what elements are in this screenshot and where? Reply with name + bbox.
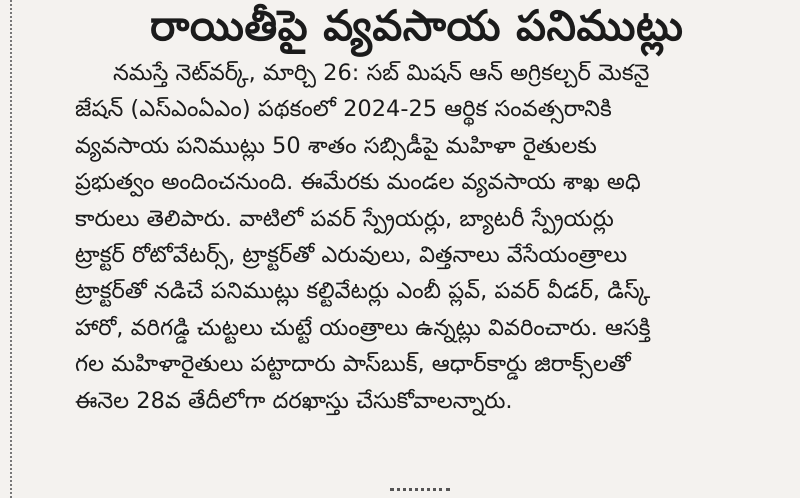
article-line: ఈనెల 28వ తేదీలోగా దరఖాస్తు చేసుకోవాలన్నారు. — [75, 387, 513, 414]
article-line: ట్రాక్టర్ రోటోవేటర్స్, ట్రాక్టర్‌తో ఎరువులు, విత్తనాలు వేసేయంత్రాలు — [75, 242, 628, 269]
article-line: కారులు తెలిపారు. వాటిలో పవర్ స్ప్రేయర్లు, బ్యాటరీ స్ప్రేయర్లు — [75, 205, 614, 232]
article-line: నమస్తే నెట్‌వర్క్, మార్చి 26: సబ్ మిషన్ ఆన్ అగ్రికల్చర్ మెకనై — [113, 60, 650, 86]
end-divider — [390, 488, 450, 491]
article-line: ట్రాక్టర్‌తో నడిచే పనిముట్లు కల్టివేటర్లు ఎంబీ ప్లవ్, పవర్ వీడర్, డిస్క్ — [75, 278, 651, 305]
column-divider — [0, 0, 12, 498]
article-line: గల మహిళారైతులు పట్టాదారు పాస్‌బుక్, ఆధార్‌కార్డు జిరాక్స్‌లతో — [75, 351, 631, 378]
article-line: ప్రభుత్వం అందించనుంది. ఈమేరకు మండల వ్యవసాయ శాఖ అధి — [75, 169, 641, 196]
article-headline: రాయితీపై వ్యవసాయ పనిముట్లు — [150, 1, 684, 50]
article-line: హారో, వరిగడ్డి చుట్టలు చుట్టే యంత్రాలు ఉన్నట్లు వివరించారు. ఆసక్తి — [75, 314, 651, 341]
article-body — [75, 55, 800, 419]
article-line: జేషన్ (ఎస్ఎంఏఎం) పథకంలో 2024-25 ఆర్థిక సంవత్సరానికి — [75, 96, 612, 123]
article-line: వ్యవసాయ పనిముట్లు 50 శాతం సబ్సిడీపై మహిళా రైతులకు — [75, 132, 597, 159]
